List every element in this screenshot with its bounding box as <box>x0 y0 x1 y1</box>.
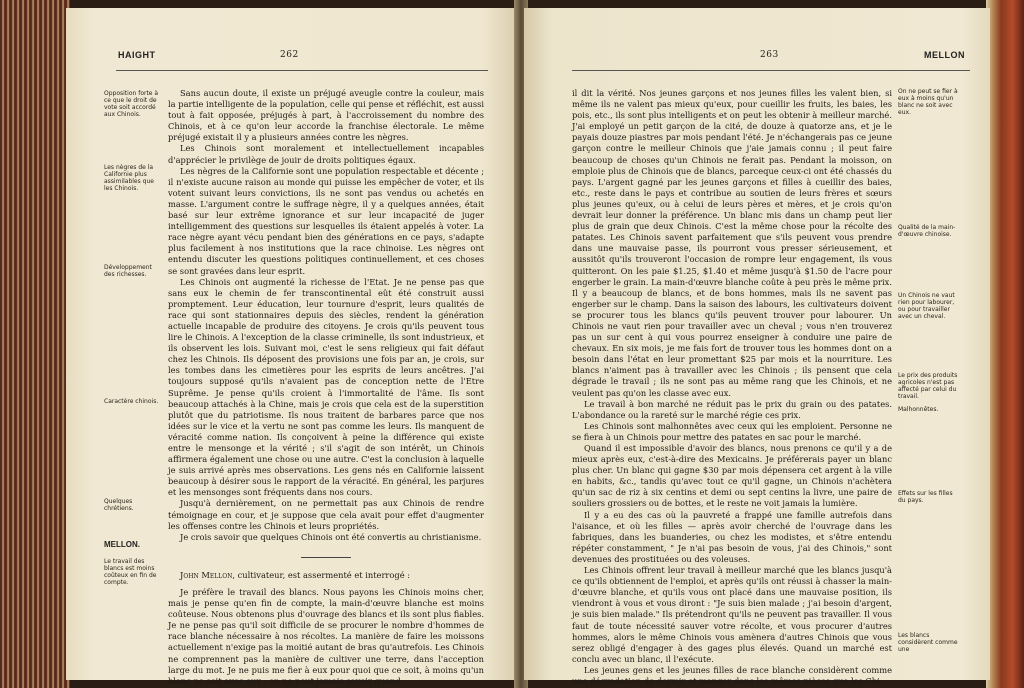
paragraph: Les Chinois sont malhonnêtes avec ceux qui les emploient. Personne ne se fiera à un Chinois pour mettre des patates en sac pour le marché. <box>572 420 892 442</box>
side-note: Les nègres de la Californie plus assimilables que les Chinois. <box>104 164 154 192</box>
header-rule-right <box>572 70 970 71</box>
side-note: Quelques chrétiens. <box>104 498 134 512</box>
paragraph: Les Chinois offrent leur travail à meilleur marché que les blancs jusqu'à ce qu'ils obtiennent de l'emploi, et après qu'ils ont réussi à chasser la main-d'œuvre blanche, et qu'ils vous ont placé dans une mauvaise position, ils viendront à vous et vous diront : "Je suis bien malade ; j'ai besoin d'argent, je suis bien malade." Ils prétendront qu'ils ne peuvent pas travailler. Il vous faut de toute nécessité sauver votre récolte, et vous procurer d'autres hommes, alors le même Chinois vous amènera d'autres Chinois que vous serez obligé d'engager à des gages plus élevés. Quand un marché est conclu avec un blanc, il l'exécute. <box>572 565 892 664</box>
side-note: Effets sur les filles du pays. <box>898 490 953 504</box>
paragraph: Jusqu'à dernièrement, on ne permettait pas aux Chinois de rendre témoignage en cour, et je suppose que cela avait pour effet d'augmenter les offenses contre les Chinois et leurs propriétés. <box>168 498 484 531</box>
speaker-intro <box>168 570 484 581</box>
book-cover-edge-right <box>986 0 1024 688</box>
page-number-right: 263 <box>760 50 779 60</box>
paragraph: Le travail à bon marché ne réduit pas le prix du grain ou des patates. L'abondance ou la rareté sur le marché régie ces prix. <box>572 398 892 420</box>
paragraph: Les nègres de la Californie sont une population respectable et décente ; il n'existe aucune raison au monde qui puisse les empêcher de voter, et ils votent suivant leurs convictions, ils ne sont pas vendus ou achetés en masse. L'argument contre le suffrage nègre, il y a quelques années, était basé sur leur extrême ignorance et sur leur incapacité de juger intelligemment des questions sur lesquelles ils étaient appelés à voter. La race nègre ayant vécu pendant bien des générations en ce pays, s'adapte plus facilement à nos institutions que la race chinoise. Les nègres ont entendu discuter les questions politiques continuellement, et ces choses se sont gravées dans leur esprit. <box>168 165 484 276</box>
right-page <box>524 8 990 686</box>
side-note: Qualité de la main-d'œuvre chinoise. <box>898 224 956 238</box>
speaker-name: John Mellon <box>180 569 233 580</box>
speaker-intro-text: , cultivateur, est assermenté et interrogé : <box>232 569 411 580</box>
paragraph: Sans aucun doute, il existe un préjugé aveugle contre la couleur, mais la partie intelligente de la population, celle qui pense et réfléchit, est aussi tout à fait opposée, préjugés à part, à l'accroissement du nombre des Chinois, et à ce qu'on leur accorde la franchise électorale. Le même préjugé existait il y a plusieurs années contre les nègres. <box>168 88 484 143</box>
side-note: Opposition forte à ce que le droit de vote soit accordé aux Chinois. <box>104 90 159 118</box>
section-separator <box>301 557 351 558</box>
side-note: Le travail des blancs est moins coûteux en fin de compte. <box>104 558 157 586</box>
book-page-edges-left <box>0 0 70 688</box>
page-number-left: 262 <box>280 50 299 60</box>
paragraph: Les jeunes gens et les jeunes filles de race blanche considèrent comme une dégradation de dormir et manger dans les mêmes pièces que les Chi- <box>572 664 892 686</box>
paragraph: Je crois savoir que quelques Chinois ont été convertis au christianisme. <box>180 531 482 542</box>
header-rule-left <box>116 70 488 71</box>
paragraph: il dit la vérité. Nos jeunes garçons et nos jeunes filles les valent bien, si même ils ne valent pas mieux qu'eux, pour cueillir les fruits, les baies, les pois, etc., ils sont plus intelligents et on peut les obtenir à meilleur marché. J'ai employé un petit garçon de la cité, de douze à quatorze ans, et je le payais douze piastres par mois pendant l'été. Je n'échangerais pas ce jeune garçon contre le meilleur Chinois que j'aie jamais connu ; il peut faire beaucoup de choses qu'un Chinois ne ferait pas. Pendant la moisson, on emploie plus de Chinois que de blancs, parceque ceux-ci ont été chassés du pays. L'argent gagné par les jeunes garçons et filles à cueillir des baies, etc., reste dans le pays et contribue au soutien de leurs frères et sœurs plus jeunes qu'eux, ou à celui de leurs pères et mères, et je crois qu'on devrait leur donner la préférence. Un blanc mis dans un champ peut lier plus de grain que deux Chinois. C'est la même chose pour la récolte des patates. Les Chinois savent parfaitement que s'ils peuvent vous prendre dans une mauvaise passe, ils pourront vous presser sérieusement, et aussitôt qu'ils trouveront l'occasion de rompre leur engagement, ils vous quitteront. On les paie $1.25, $1.40 et même jusqu'à $1.50 de l'acre pour engerber le grain. La main-d'œuvre blanche coûte à peu près le même prix. Il y a beaucoup de blancs, et de bons hommes, mais ils ne savent pas engerber sur le champ. Dans la saison des labours, les cultivateurs doivent se procurer tous les blancs qu'ils peuvent trouver pour labourer. Un Chinois ne vaut rien pour travailler avec un cheval ; vous n'en trouverez pas un sur cent à qui vous pourrez enseigner à conduire une paire de chevaux. En six mois, je me fais fort de trouver tous les hommes dont on a besoin dans l'état en leur promettant $25 par mois et la nourriture. Les blancs n'aiment pas à travailler avec les Chinois ; ils pensent que cela dégrade le travail ; ils ne sont pas au même rang que les Chinois, et ne veulent pas qu'on les classe avec eux. <box>572 88 892 398</box>
side-note: Caractère chinois. <box>104 398 159 405</box>
side-note: Malhonnêtes. <box>898 406 939 413</box>
left-page <box>66 8 518 686</box>
paragraph: Les Chinois ont augmenté la richesse de l'Etat. Je ne pense pas que sans eux le chemin de fer transcontinental eût été construit aussi promptement. Leur éducation, leur tournure d'esprit, leurs qualités de race qui sont stationnaires depuis des siècles, rendent la génération actuelle incapable de produire des citoyens. Je crois qu'ils peuvent tous lire le Chinois. A l'exception de la classe criminelle, ils sont industrieux, et ils observent les lois. Suivant moi, c'est le sens religieux qui fait défaut chez les Chinois. Ils déposent des provisions une fois par an, je crois, sur les tombes dans les cimetières pour les esprits de leurs ancêtres. J'ai toujours supposé qu'ils n'avaient pas de conception nette de l'Etre Suprême. Je pense qu'ils croient à l'immortalité de l'âme. Ils sont beaucoup attachés à la Chine, mais je crois que cela est de la superstition plutôt que du patriotisme. Ils nous traitent de barbares parce que nos idées sur le vice et la vertu ne sont pas comme les leurs. Ils manquent de véracité comme nation. Ils conçoivent à peine la différence qui existe entre le mensonge et la vérité ; s'il s'agit de son intérêt, un Chinois affirmera également une chose ou une autre. C'est la conclusion à laquelle je suis arrivé après mes observations. Les gens nés en Californie laissent beaucoup à désirer sous le rapport de la véracité. En général, les parjures et les mensonges sont fréquents dans nos cours. <box>168 276 484 498</box>
running-head-right: MELLON <box>924 50 965 60</box>
paragraph: Les Chinois sont moralement et intellectuellement incapables d'apprécier le privilège de jouir de droits politiques égaux. <box>168 143 484 165</box>
side-note: Les blancs considèrent comme une <box>898 632 958 653</box>
side-note: On ne peut se fier à eux à moins qu'un blanc ne soit avec eux. <box>898 88 958 116</box>
right-body-text <box>572 88 892 687</box>
paragraph: Quand il est impossible d'avoir des blancs, nous prenons ce qu'il y a de mieux après eux, c'est-à-dire des Mexicains. Je préférerais payer un blanc plus cher. Un blanc qui gagne $30 par mois dépensera cet argent à la ville en habits, &c., tandis qu'avec tout ce qu'il gagne, un Chinois n'achètera qu'un sac de riz à six centins et demi ou sept centins la livre, une paire de souliers grossiers ou de bottes, et le reste ne voit jamais la lumière. <box>572 443 892 509</box>
running-head-left: HAIGHT <box>118 50 156 60</box>
paragraph: Je préfère le travail des blancs. Nous payons les Chinois moins cher, mais je pense qu'en fin de compte, la main-d'œuvre blanche est moins coûteuse. Nous obtenons plus d'ouvrage des blancs et ils sont plus fiables. Je ne pense pas qu'il soit difficile de se procurer le nombre d'hommes de race blanche nécessaire à nos récoltes. La manière de faire les moissons actuellement n'exige pas la moitié autant de bras qu'autrefois. Les Chinois ne comprennent pas la manière de cultiver une terre, dans l'acception large du mot. Je ne puis me fier à eux pour quoi que ce soit, à moins qu'un blanc ne soit avec eux ; on ne peut jamais savoir quand <box>168 586 484 686</box>
speaker-mark: MELLON. <box>104 540 140 549</box>
paragraph: Il y a eu des cas où la pauvreté a frappé une famille autrefois dans l'aisance, et où les filles — après avoir cherché de l'ouvrage dans les fabriques, dans les buanderies, ou chez les modistes, et s'être entendu répéter constamment, " Je n'ai pas besoin de vous, j'ai des Chinois," sont devenues des prostituées ou des voleuses. <box>572 509 892 564</box>
left-body-text <box>168 88 484 687</box>
side-note: Développement des richesses. <box>104 264 152 278</box>
side-note: Le prix des produits agricoles n'est pas affecté par celui du travail. <box>898 372 958 400</box>
side-note: Un Chinois ne vaut rien pour labourer, ou pour travailler avec un cheval. <box>898 292 955 320</box>
